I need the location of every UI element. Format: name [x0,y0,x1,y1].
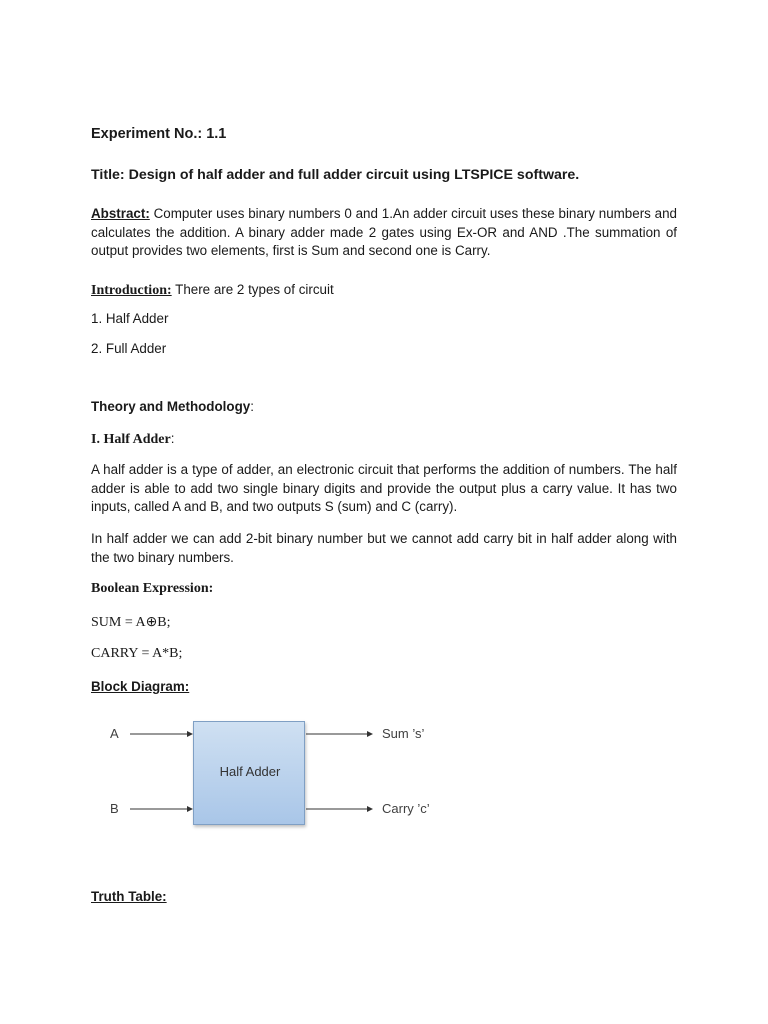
intro-item-1: 1. Half Adder [91,311,169,326]
sum-expression: SUM = A⊕B; [91,615,171,630]
experiment-label: Experiment No.: [91,126,203,142]
introduction-line [91,281,677,301]
block-diagram-heading: Block Diagram: [91,679,190,694]
half-adder-heading [91,430,677,450]
abstract-text: Computer uses binary numbers 0 and 1.An adder circuit uses these binary numbers and calculates the addition. A binary adder made 2 gates using Ex-OR and AND .The summation of output provides two elements, first is Sum and second one is Carry. [91,206,677,258]
document-title: Title: Design of half adder and full adder circuit using LTSPICE software. [91,167,580,183]
experiment-number: 1.1 [206,126,227,142]
half-adder-box-label: Half Adder [219,764,281,779]
carry-expression: CARRY = A*B; [91,646,183,661]
output-sum-label: Sum ’s’ [382,726,425,741]
theory-heading-text: Theory and Methodology [91,399,251,414]
introduction-label: Introduction: [91,283,172,298]
input-a-label: A [110,726,119,741]
half-adder-colon: : [170,431,175,446]
half-adder-paragraph-1: A half adder is a type of adder, an electronic circuit that performs the addition of numbers. The half adder is able to add two single binary digits and provide the output plus a carry value. It has two inputs, called A and B, and two outputs S (sum) and C (carry). [91,462,677,514]
abstract-paragraph [91,205,677,261]
input-b-label: B [110,801,119,816]
output-carry-label: Carry ’c’ [382,801,430,816]
boolean-heading: Boolean Expression: [91,581,214,596]
abstract-label: Abstract: [91,206,150,221]
theory-colon: : [250,399,254,414]
introduction-text: There are 2 types of circuit [171,282,334,297]
half-adder-block-diagram [100,712,450,834]
half-adder-paragraph-2: In half adder we can add 2-bit binary number but we cannot add carry bit in half adder along with the two binary numbers. [91,531,677,565]
experiment-heading [91,125,677,144]
intro-item-2: 2. Full Adder [91,341,167,356]
half-adder-box [193,721,305,825]
truth-table-heading: Truth Table: [91,889,167,904]
theory-heading [91,398,677,417]
half-adder-heading-text: I. Half Adder [91,432,171,447]
